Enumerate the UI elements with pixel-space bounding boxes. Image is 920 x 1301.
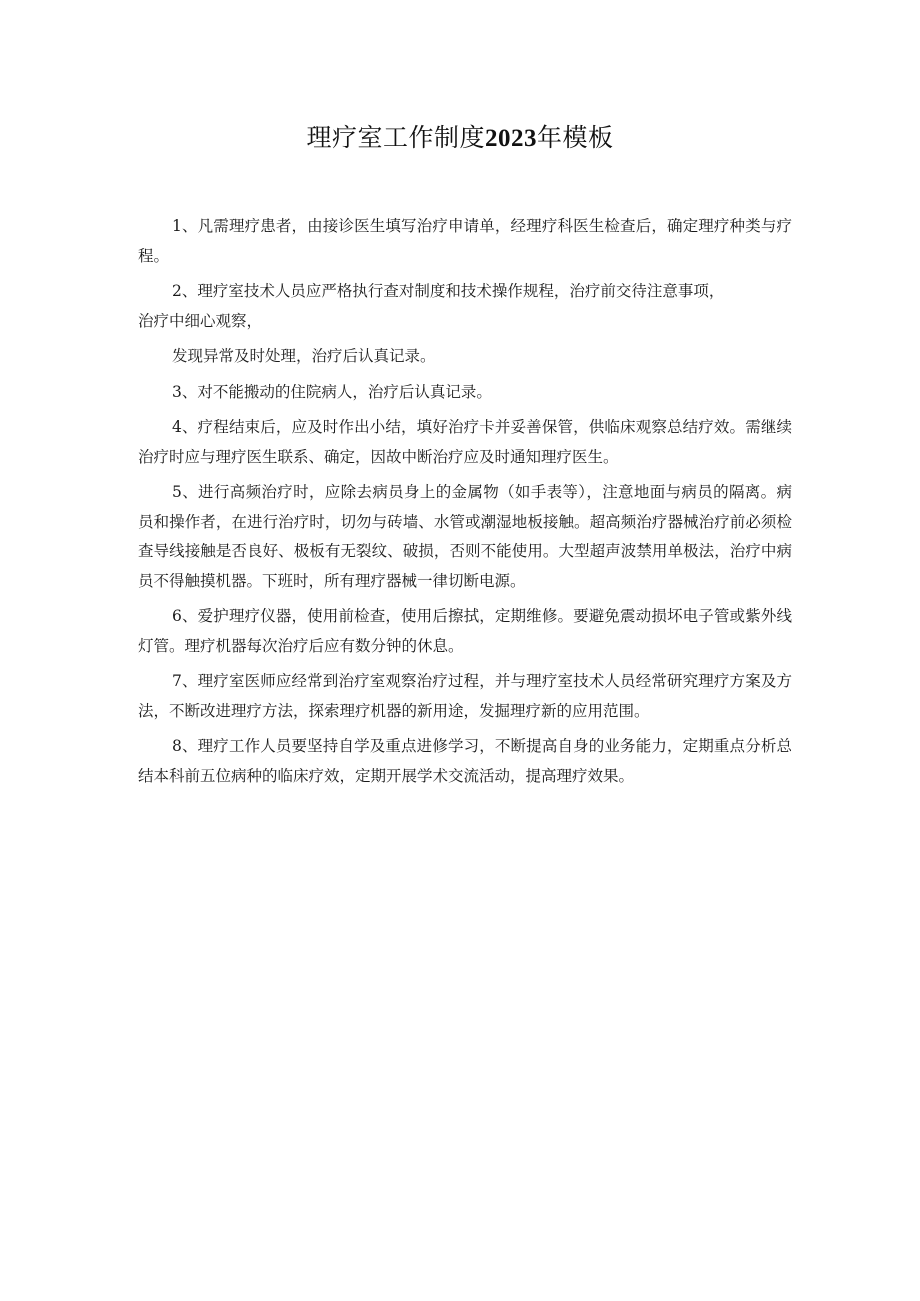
paragraph-2-line-3: 发现异常及时处理，治疗后认真记录。 [172, 347, 436, 365]
paragraph-4: 4、疗程结束后，应及时作出小结，填好治疗卡并妥善保管，供临床观察总结疗效。需继续治疗时应与理疗医生联系、确定，因故中断治疗应及时通知理疗医生。 [138, 418, 792, 466]
document-body [138, 212, 792, 797]
paragraph-5: 5、进行高频治疗时，应除去病员身上的金属物（如手表等），注意地面与病员的隔离。病员和操作者，在进行治疗时，切勿与砖墙、水管或潮湿地板接触。超高频治疗器械治疗前必须检查导线接触是否良好、极板有无裂纹、破损，否则不能使用。大型超声波禁用单极法，治疗中病员不得触摸机器。下班时，所有理疗器械一律切断电源。 [138, 483, 792, 590]
paragraph-2-line-2: 治疗中细心观察， [138, 311, 263, 330]
paragraph-7: 7、理疗室医师应经常到治疗室观察治疗过程，并与理疗室技术人员经常研究理疗方案及方法，不断改进理疗方法，探索理疗机器的新用途，发掘理疗新的应用范围。 [138, 672, 792, 720]
page-title [0, 121, 920, 156]
paragraph-6: 6、爱护理疗仪器，使用前检查，使用后擦拭，定期维修。要避免震动损坏电子管或紫外线灯管。理疗机器每次治疗后应有数分钟的休息。 [138, 607, 792, 655]
paragraph-8: 8、理疗工作人员要坚持自学及重点进修学习，不断提高自身的业务能力，定期重点分析总结本科前五位病种的临床疗效，定期开展学术交流活动，提高理疗效果。 [138, 737, 792, 785]
paragraph-3: 3、对不能搬动的住院病人，治疗后认真记录。 [172, 382, 492, 401]
paragraph-1: 1、凡需理疗患者，由接诊医生填写治疗申请单，经理疗科医生检查后，确定理疗种类与疗程。 [138, 217, 792, 265]
title-prefix: 理疗室工作制度 [306, 123, 485, 152]
paragraph-2: 2、理疗室技术人员应严格执行查对制度和技术操作规程，治疗前交待注意事项， [172, 282, 725, 300]
title-year: 2023 [485, 125, 537, 152]
title-suffix: 年模板 [537, 123, 614, 152]
